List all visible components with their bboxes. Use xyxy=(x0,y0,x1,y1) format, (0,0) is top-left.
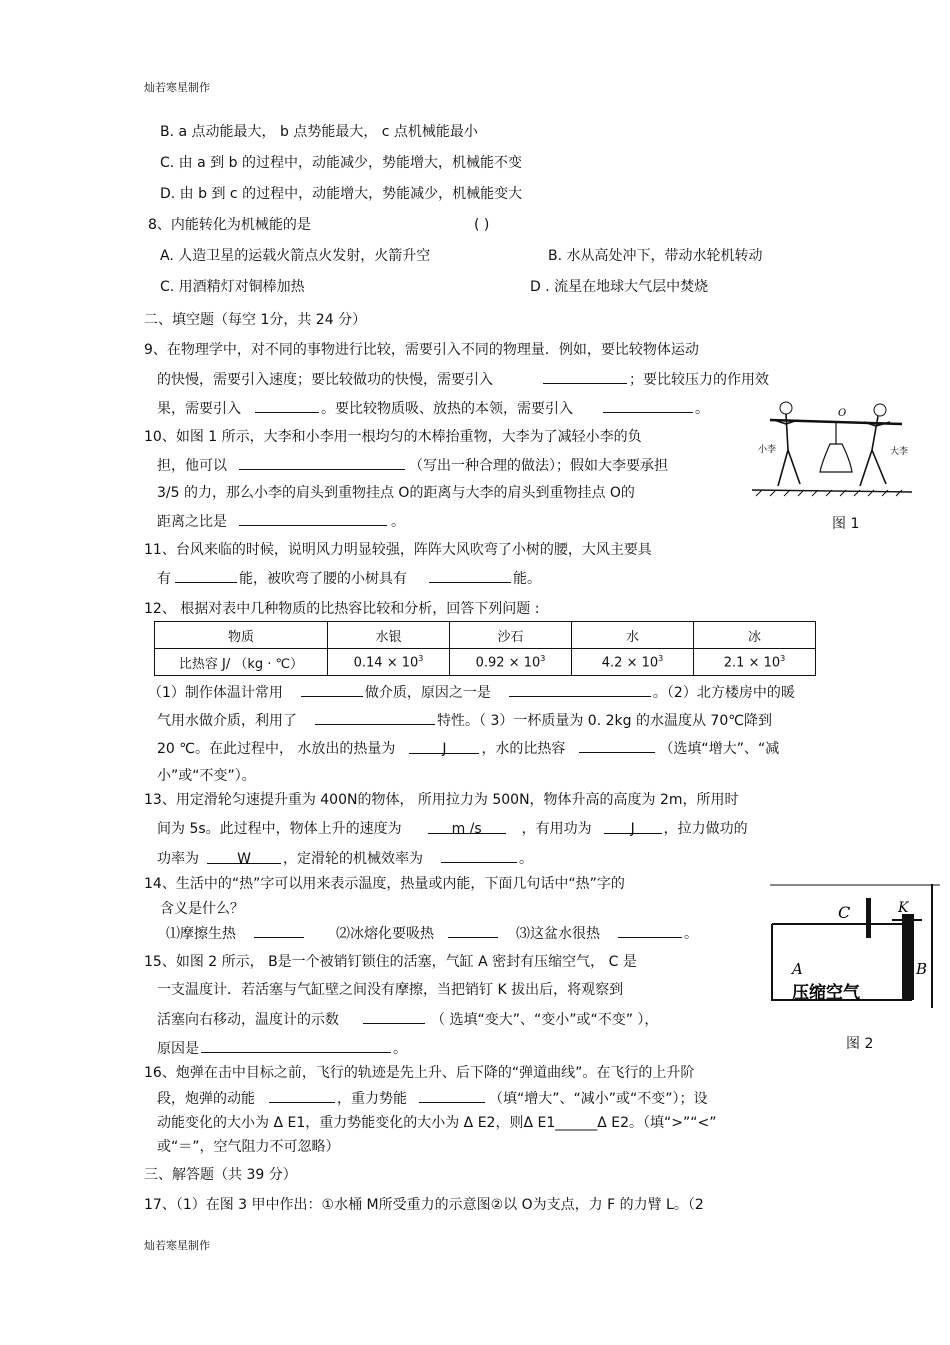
q16-blank-1[interactable] xyxy=(269,1088,335,1103)
q12-blank-1[interactable] xyxy=(301,682,363,697)
q11-line-2: 有 能，被吹弯了腰的小树具有 能。 xyxy=(157,568,541,589)
q14-line-2: 含义是什么？ xyxy=(160,901,244,917)
table-header-cell: 沙石 xyxy=(450,622,572,649)
q13-blank-work[interactable]: J xyxy=(604,819,662,834)
q10-line-3: 3/5 的力，那么小李的肩头到重物挂点 O的距离与大李的肩头到重物挂点 O的 xyxy=(157,485,635,501)
q15-blank-1[interactable] xyxy=(363,1009,425,1024)
table-cell: $4.2 \times 10^3$ xyxy=(572,649,694,676)
q12-line-3: 20 ℃。在此过程中， 水放出的热量为 J ，水的比热容 （选填“增大”、“减 xyxy=(157,738,779,759)
specific-heat-table xyxy=(154,621,816,676)
q12-line-1: （1）制作体温计常用 做介质，原因之一是 。（2）北方楼房中的暖 xyxy=(148,682,795,703)
table-row-label: 比热容 J/ （kg · ℃） xyxy=(155,649,328,676)
q15-line-4: 原因是 。 xyxy=(157,1038,407,1059)
figure-2-label-b: B xyxy=(916,960,928,978)
q14-blank-1[interactable] xyxy=(254,923,304,938)
q15-line-3: 活塞向右移动，温度计的示数 （ 选填“变大”、“变小”或“不变” ）， xyxy=(157,1009,658,1030)
q8-option-d: D . 流星在地球大气层中焚烧 xyxy=(530,279,709,295)
q8-answer-paren: ( ) xyxy=(474,217,490,233)
q14-blank-3[interactable] xyxy=(618,923,682,938)
table-header-cell: 水 xyxy=(572,622,694,649)
q15-line-1: 15、如图 2 所示， B是一个被销钉锁住的活塞，气缸 A 密封有压缩空气， C 是 xyxy=(144,954,637,970)
q9-line-3: 果，需要引入 。要比较物质吸、放热的本领，需要引入 。 xyxy=(157,398,709,419)
q14-blank-2[interactable] xyxy=(448,923,498,938)
table-cell: $0.14 \times 10^3$ xyxy=(328,649,450,676)
q12-line-2: 气用水做介质，利用了 特性。（ 3）一杯质量为 0. 2kg 的水温度从 70℃降到 xyxy=(157,710,772,731)
q16-line-2: 段，炮弹的动能 ，重力势能 （填“增大”、“减小”或“不变”）；设 xyxy=(157,1088,708,1109)
q14-line-1: 14、生活中的“热”字可以用来表示温度，热量或内能，下面几句话中“热”字的 xyxy=(144,876,625,892)
q12-blank-2[interactable] xyxy=(509,682,651,697)
q13-blank-efficiency[interactable] xyxy=(441,848,517,863)
q13-line-3: 功率为 W ，定滑轮的机械效率为 。 xyxy=(157,848,533,869)
q15-line-2: 一支温度计．若活塞与气缸壁之间没有摩擦，当把销钉 K 拔出后，将观察到 xyxy=(157,982,624,998)
q15-blank-2[interactable] xyxy=(201,1038,391,1053)
q16-line-1: 16、炮弹在击中目标之前，飞行的轨迹是先上升、后下降的“弹道曲线”。在飞行的上升阶 xyxy=(144,1065,695,1081)
q8-option-a: A. 人造卫星的运载火箭点火发射，火箭升空 xyxy=(160,248,431,264)
q10-line-1: 10、如图 1 所示，大李和小李用一根均匀的木棒抬重物，大李为了减轻小李的负 xyxy=(144,429,642,445)
q12-blank-4[interactable]: J xyxy=(409,739,479,754)
table-header-cell: 水银 xyxy=(328,622,450,649)
q12-blank-3[interactable] xyxy=(315,710,435,725)
q13-line-2: 间为 5s。此过程中，物体上升的速度为 m /s ，有用功为 J ，拉力做功的 xyxy=(157,821,748,837)
q10-blank-1[interactable] xyxy=(239,455,405,470)
section-2-heading: 二、填空题（每空 1分，共 24 分） xyxy=(144,312,367,328)
q11-blank-2[interactable] xyxy=(429,568,511,583)
q13-line-1: 13、用定滑轮匀速提升重为 400N的物体， 所用拉力为 500N，物体升高的高度为 2m，所用时 xyxy=(144,792,739,808)
q10-blank-2[interactable] xyxy=(239,511,387,526)
q9-blank-3[interactable] xyxy=(603,398,693,413)
figure-2-label-c: C xyxy=(838,903,851,922)
figure-2-cylinder-illustration xyxy=(762,884,940,1008)
q16-line-4: 或“＝”，空气阻力不可忽略） xyxy=(157,1139,340,1155)
page-footer: 灿若寒星制作 xyxy=(144,1239,210,1252)
q11-blank-1[interactable] xyxy=(175,568,237,583)
figure-1-carrying-illustration xyxy=(752,398,912,508)
q10-line-4: 距离之比是 。 xyxy=(157,511,405,532)
q13-blank-speed[interactable]: m /s xyxy=(428,819,506,834)
q14-line-3: ⑴摩擦生热 ⑵冰熔化要吸热 ⑶这盆水很热 。 xyxy=(166,923,698,944)
section-3-heading: 三、解答题（共 39 分） xyxy=(144,1167,297,1183)
figure-1-label-dali: 大李 xyxy=(890,447,909,457)
q11-line-1: 11、台风来临的时候，说明风力明显较强，阵阵大风吹弯了小树的腰，大风主要具 xyxy=(144,542,652,558)
piston-b-shape xyxy=(902,914,914,1000)
figure-2-label-k: K xyxy=(898,900,909,916)
table-header-row xyxy=(155,622,816,649)
q8-option-c: C. 用酒精灯对铜棒加热 xyxy=(160,279,305,295)
q7-option-c: C. 由 a 到 b 的过程中，动能减少，势能增大，机械能不变 xyxy=(160,155,522,171)
table-cell: $2.1 \times 10^3$ xyxy=(694,649,816,676)
figure-1-point-o: O xyxy=(838,408,847,419)
q17-line-1: 17、（1）在图 3 甲中作出：①水桶 M所受重力的示意图②以 O为支点，力 F 的力臂 L。（2 xyxy=(144,1197,704,1213)
q13-blank-power[interactable]: W xyxy=(207,849,281,864)
q7-option-b: B. a 点动能最大， b 点势能最大， c 点机械能最小 xyxy=(160,124,478,140)
figure-2-caption: 图 2 xyxy=(846,1036,874,1052)
figure-2-label-compressed-air: 压缩空气 xyxy=(792,983,860,1003)
table-header-cell: 冰 xyxy=(694,622,816,649)
figure-2-label-a: A xyxy=(792,960,803,978)
q12-line-4: 小”或“不变”）。 xyxy=(157,768,256,784)
q16-blank-2[interactable] xyxy=(419,1088,485,1103)
table-row xyxy=(155,649,816,676)
q12-blank-5[interactable] xyxy=(579,738,655,753)
table-cell: $0.92 \times 10^3$ xyxy=(450,649,572,676)
q12-stem: 12、 根据对表中几种物质的比热容比较和分析，回答下列问题 : xyxy=(144,601,540,617)
q9-blank-1[interactable] xyxy=(543,369,627,384)
table-header-cell: 物质 xyxy=(155,622,328,649)
thermometer-c-shape xyxy=(866,898,871,938)
q9-blank-2[interactable] xyxy=(255,398,319,413)
q8-stem: 8、内能转化为机械能的是 xyxy=(148,217,311,233)
q9-line-1: 9、在物理学中，对不同的事物进行比较，需要引入不同的物理量．例如，要比较物体运动 xyxy=(144,342,699,358)
figure-1-caption: 图 1 xyxy=(832,516,860,532)
q10-line-2: 担，他可以 （写出一种合理的做法）；假如大李要承担 xyxy=(157,455,668,476)
q8-option-b: B. 水从高处冲下，带动水轮机转动 xyxy=(548,248,763,264)
figure-1-label-xiaoli: 小李 xyxy=(758,445,777,455)
page-header: 灿若寒星制作 xyxy=(144,81,210,94)
q9-line-2: 的快慢，需要引入速度；要比较做功的快慢，需要引入 ；要比较压力的作用效 xyxy=(157,369,769,390)
q16-line-3: 动能变化的大小为 Δ E1，重力势能变化的大小为 Δ E2，则Δ E1______Δ E2。（填“>”“<” xyxy=(157,1115,717,1131)
q7-option-d: D. 由 b 到 c 的过程中，动能增大，势能减少，机械能变大 xyxy=(160,186,523,202)
